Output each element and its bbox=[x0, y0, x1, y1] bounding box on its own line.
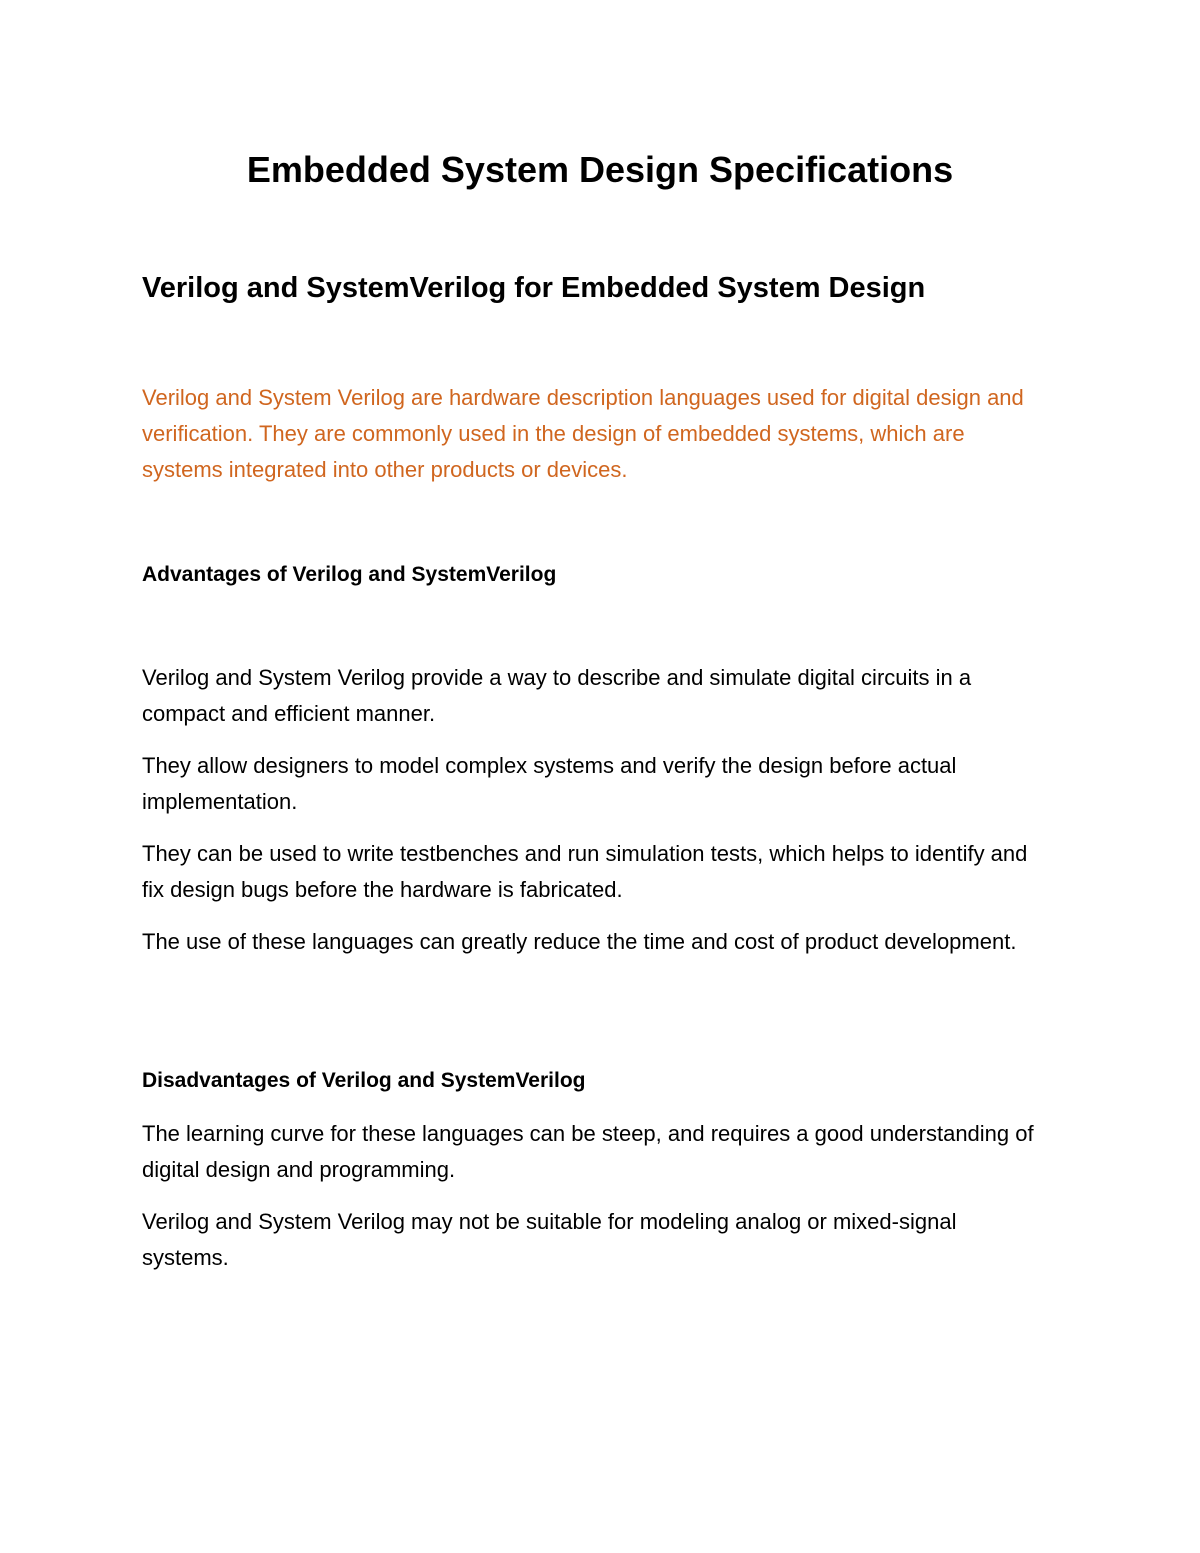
advantages-heading: Advantages of Verilog and SystemVerilog bbox=[142, 563, 557, 586]
disadvantages-paragraph: The learning curve for these languages can be steep, and requires a good understanding of digital design and programming. bbox=[142, 1121, 1034, 1182]
advantages-paragraph: They can be used to write testbenches and run simulation tests, which helps to identify and fix design bugs before the hardware is fabricated. bbox=[142, 841, 1028, 902]
intro-paragraph: Verilog and System Verilog are hardware description languages used for digital design and verification. They are commonly used in the design of embedded systems, which are systems integrated into other products or devices. bbox=[142, 385, 1024, 482]
document-title: Embedded System Design Specifications bbox=[246, 149, 954, 190]
advantages-paragraph: The use of these languages can greatly reduce the time and cost of product development. bbox=[142, 929, 1017, 954]
document-subtitle: Verilog and SystemVerilog for Embedded System Design bbox=[142, 272, 926, 304]
advantages-section bbox=[142, 660, 1047, 976]
disadvantages-heading: Disadvantages of Verilog and SystemVerilog bbox=[142, 1069, 586, 1092]
advantages-paragraph: Verilog and System Verilog provide a way to describe and simulate digital circuits in a compact and efficient manner. bbox=[142, 665, 972, 726]
disadvantages-paragraph: Verilog and System Verilog may not be suitable for modeling analog or mixed-signal systems. bbox=[142, 1209, 957, 1270]
advantages-paragraph: They allow designers to model complex systems and verify the design before actual implementation. bbox=[142, 753, 957, 814]
disadvantages-section bbox=[142, 1116, 1047, 1292]
